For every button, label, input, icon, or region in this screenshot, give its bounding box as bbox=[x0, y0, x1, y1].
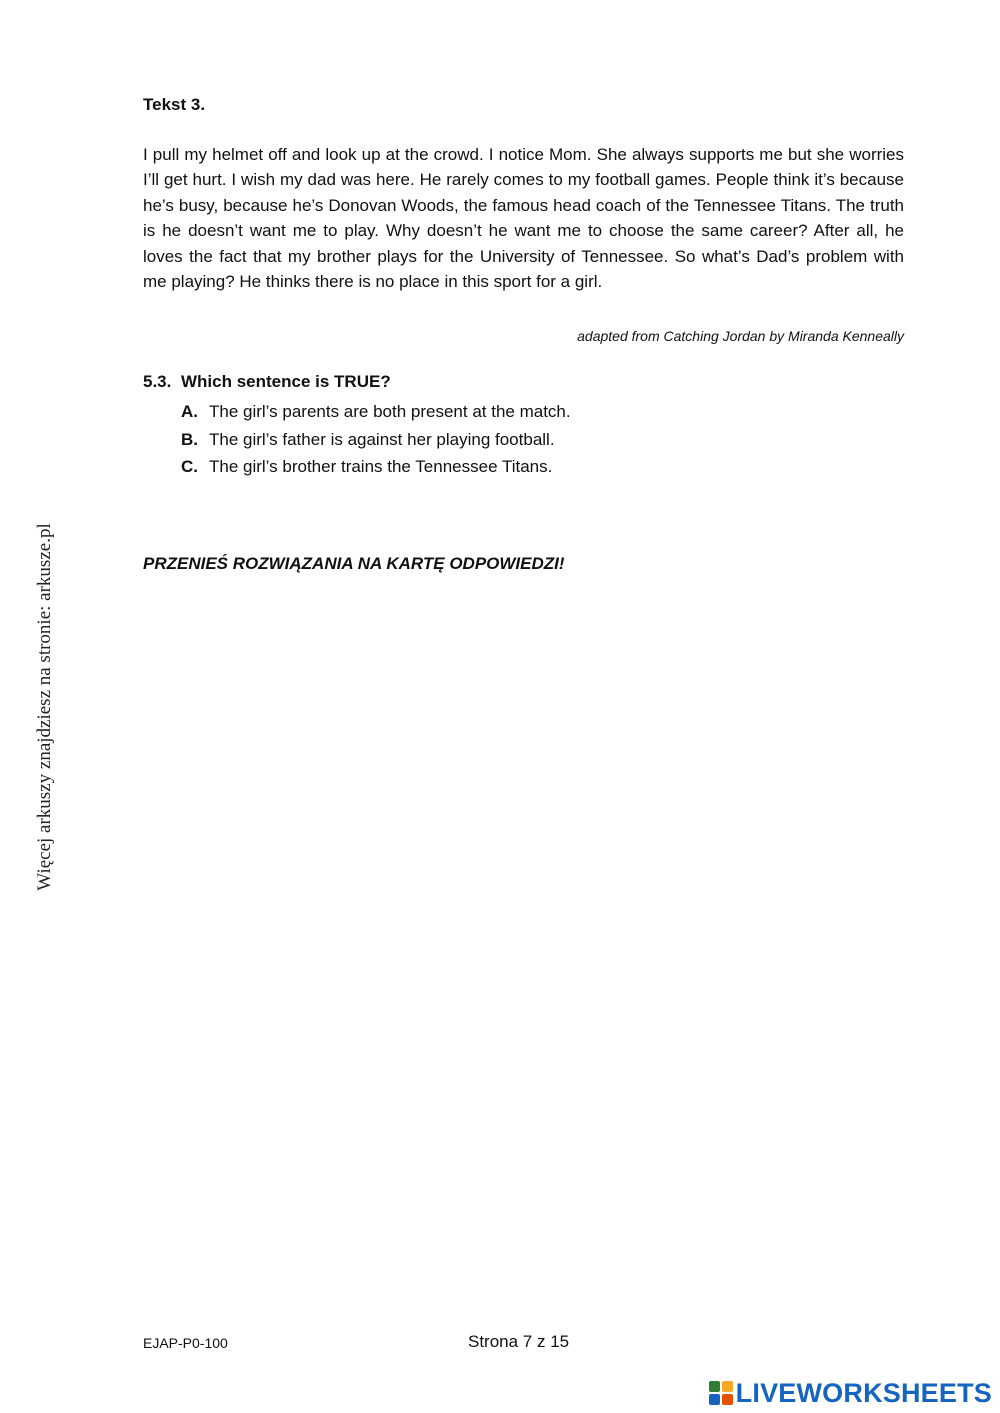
question-number: 5.3. bbox=[143, 372, 172, 391]
option-text: The girl’s brother trains the Tennessee Titans. bbox=[209, 457, 553, 476]
answer-option-c[interactable] bbox=[181, 453, 571, 481]
option-text: The girl’s parents are both present at the match. bbox=[209, 402, 571, 421]
question-heading bbox=[143, 371, 391, 393]
page-number: Strona 7 z 15 bbox=[468, 1332, 570, 1351]
option-text: The girl’s father is against her playing football. bbox=[209, 429, 555, 449]
logo-tile-green bbox=[709, 1381, 720, 1392]
option-letter: B. bbox=[181, 429, 198, 449]
logo-tile-yellow bbox=[722, 1381, 733, 1392]
passage-source: adapted from Catching Jordan by Miranda Kenneally bbox=[577, 328, 904, 344]
question-text: Which sentence is TRUE? bbox=[181, 372, 391, 391]
answer-options bbox=[181, 398, 571, 481]
reading-passage: I pull my helmet off and look up at the crowd. I notice Mom. She always supports me but she worries I’ll get hurt. I wish my dad was here. He rarely comes to my football games. People think it’s because he’s busy, because he’s Donovan Woods, the famous head coach of the Tennessee Titans. The truth is he doesn’t want me to play. Why doesn’t he want me to choose the same career? After all, he loves the fact that my brother plays for the University of Tennessee. So what’s Dad’s problem with me playing? He thinks there is no place in this sport for a girl. bbox=[143, 145, 904, 292]
section-title: Tekst 3. bbox=[143, 95, 206, 114]
option-letter: C. bbox=[181, 457, 198, 476]
answer-sheet-instruction: PRZENIEŚ ROZWIĄZANIA NA KARTĘ ODPOWIEDZI! bbox=[143, 554, 565, 573]
answer-option-a[interactable] bbox=[181, 398, 571, 426]
logo-tile-blue bbox=[709, 1394, 720, 1405]
liveworksheets-brand bbox=[709, 1377, 992, 1409]
exam-code: EJAP-P0-100 bbox=[143, 1335, 228, 1351]
logo-tile-orange bbox=[722, 1394, 733, 1405]
option-letter: A. bbox=[181, 402, 198, 421]
answer-option-b[interactable] bbox=[181, 426, 571, 454]
side-watermark-note: Więcej arkuszy znajdziesz na stronie: arkusze.pl bbox=[34, 523, 55, 891]
liveworksheets-wordmark: LIVEWORKSHEETS bbox=[735, 1378, 992, 1408]
liveworksheets-logo-icon bbox=[709, 1381, 733, 1405]
